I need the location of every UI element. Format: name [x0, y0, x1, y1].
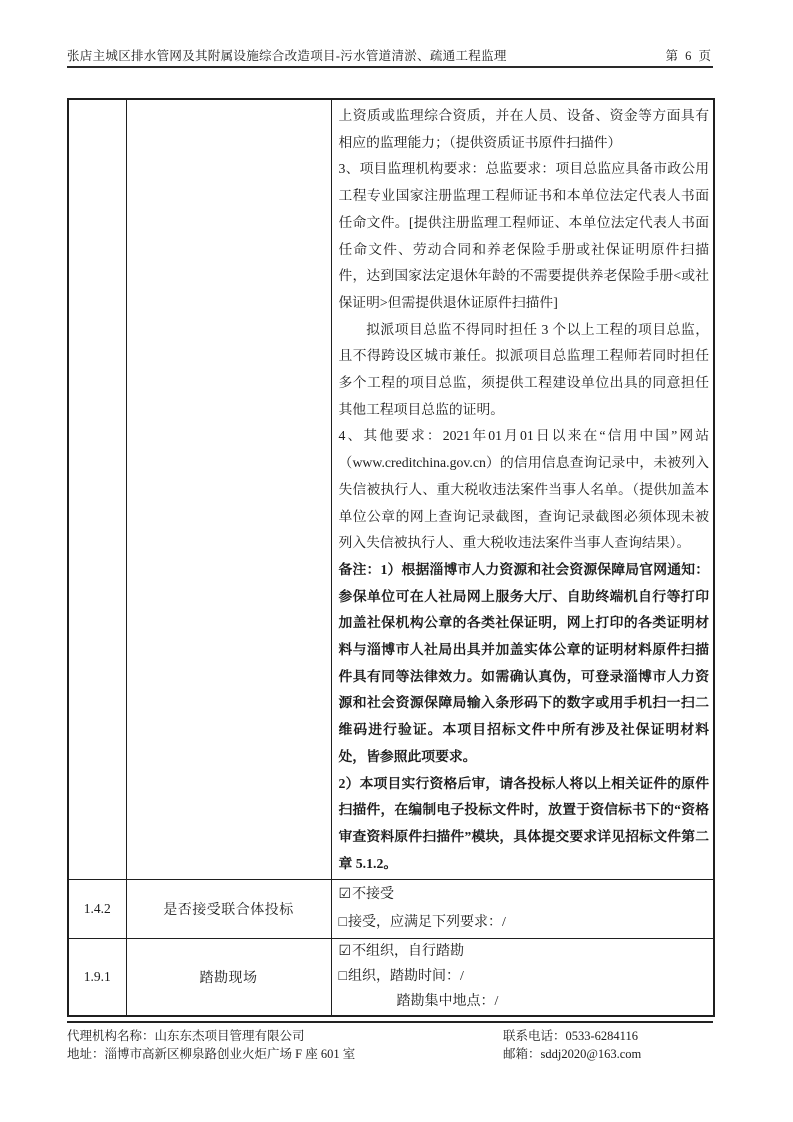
- document-title: 张店主城区排水管网及其附属设施综合改造项目-污水管道清淤、疏通工程监理: [67, 49, 507, 63]
- site-visit-options-cell: [331, 939, 714, 1016]
- row-label-consortium: 是否接受联合体投标: [126, 880, 331, 939]
- page-header: [67, 46, 713, 68]
- row-id-1-9-1: 1.9.1: [68, 939, 126, 1016]
- checkbox-unchecked-icon: □: [338, 968, 347, 984]
- agency-name: 代理机构名称：山东东杰项目管理有限公司: [67, 1029, 305, 1043]
- checkbox-checked-icon: ☑: [338, 944, 352, 960]
- checkbox-checked-icon: ☑: [338, 887, 352, 903]
- contact-email: 邮箱：sddj2020@163.com: [503, 1047, 642, 1061]
- paragraph-note-1: 备注：1）根据淄博市人力资源和社会资源保障局官网通知：参保单位可在人社局网上服务大厅、自助终端机自行等打印加盖社保机构公章的各类社保证明，网上打印的各类证明材料与淄博市人社局出具并加盖实体公章的证明材料原件扫描件具有同等法律效力。如需确认真伪，可登录淄博市人力资源和社会资源保障局输入条形码下的数字或用手机扫一扫二维码进行验证。本项目招标文件中所有涉及社保证明材料处，皆参照此项要求。: [338, 561, 709, 764]
- row-id-cell-empty: [68, 99, 126, 880]
- option-no-organize: [339, 940, 710, 965]
- contact-phone: 联系电话：0533-6284116: [503, 1029, 638, 1043]
- requirements-cell: [331, 99, 714, 880]
- table-row-site-visit: [68, 939, 714, 1016]
- option-not-accept: [339, 881, 710, 909]
- option-accept: [339, 909, 710, 937]
- site-visit-meeting-point: 踏勘集中地点：/: [396, 993, 499, 1009]
- consortium-options-cell: [331, 880, 714, 939]
- option-text: 不组织，自行踏勘: [352, 944, 465, 960]
- option-text: 组织，踏勘时间：/: [347, 968, 464, 984]
- paragraph-qualification: 上资质或监理综合资质，并在人员、设备、资金等方面具有相应的监理能力；（提供资质证书原件扫描件）: [338, 108, 709, 150]
- paragraph-supervisor-requirements: 3、项目监理机构要求：总监要求：项目总监应具备市政公用工程专业国家注册监理工程师证书和本单位法定代表人书面任命文件。[提供注册监理工程师证、本单位法定代表人书面任命文件、劳动合同和养老保险手册或社保证明原件扫描件，达到国家法定退休年龄的不需要提供养老保险手册<或社保证明>但需提供退休证原件扫描件]: [338, 161, 709, 310]
- table-row-consortium: [68, 880, 714, 939]
- row-id-1-4-2: 1.4.2: [68, 880, 126, 939]
- checkbox-unchecked-icon: □: [338, 915, 347, 931]
- bid-data-table: [67, 98, 715, 1017]
- option-organize: [339, 965, 710, 990]
- row-label-cell-empty: [126, 99, 331, 880]
- agency-address: 地址：淄博市高新区柳泉路创业火炬广场 F 座 601 室: [67, 1047, 356, 1061]
- paragraph-note-2: 2）本项目实行资格后审，请各投标人将以上相关证件的原件扫描件，在编制电子投标文件时，放置于资信标书下的“资格审查资料原件扫描件”模块，具体提交要求详见招标文件第二章 5.1.2。: [338, 775, 709, 871]
- row-label-site-visit: 踏勘现场: [126, 939, 331, 1016]
- page-footer: [67, 1021, 713, 1063]
- option-text: 接受，应满足下列要求：/: [347, 915, 506, 931]
- option-text: 不接受: [352, 887, 395, 903]
- table-row-requirements: [68, 99, 714, 880]
- paragraph-concurrent-limit: 拟派项目总监不得同时担任 3 个以上工程的项目总监，且不得跨设区城市兼任。拟派项目总监理工程师若同时担任多个工程的项目总监，须提供工程建设单位出具的同意担任其他工程项目总监的证明。: [338, 321, 709, 417]
- paragraph-other-requirements: 4、其他要求：2021年01月01日以来在“信用中国”网站（www.creditchina.gov.cn）的信用信息查询记录中，未被列入失信被执行人、重大税收违法案件当事人名单。（提供加盖本单位公章的网上查询记录截图，查询记录截图必须体现未被列入失信被执行人、重大税收违法案件当事人查询结果）。: [338, 428, 709, 551]
- page-number: 第 6 页: [665, 49, 713, 63]
